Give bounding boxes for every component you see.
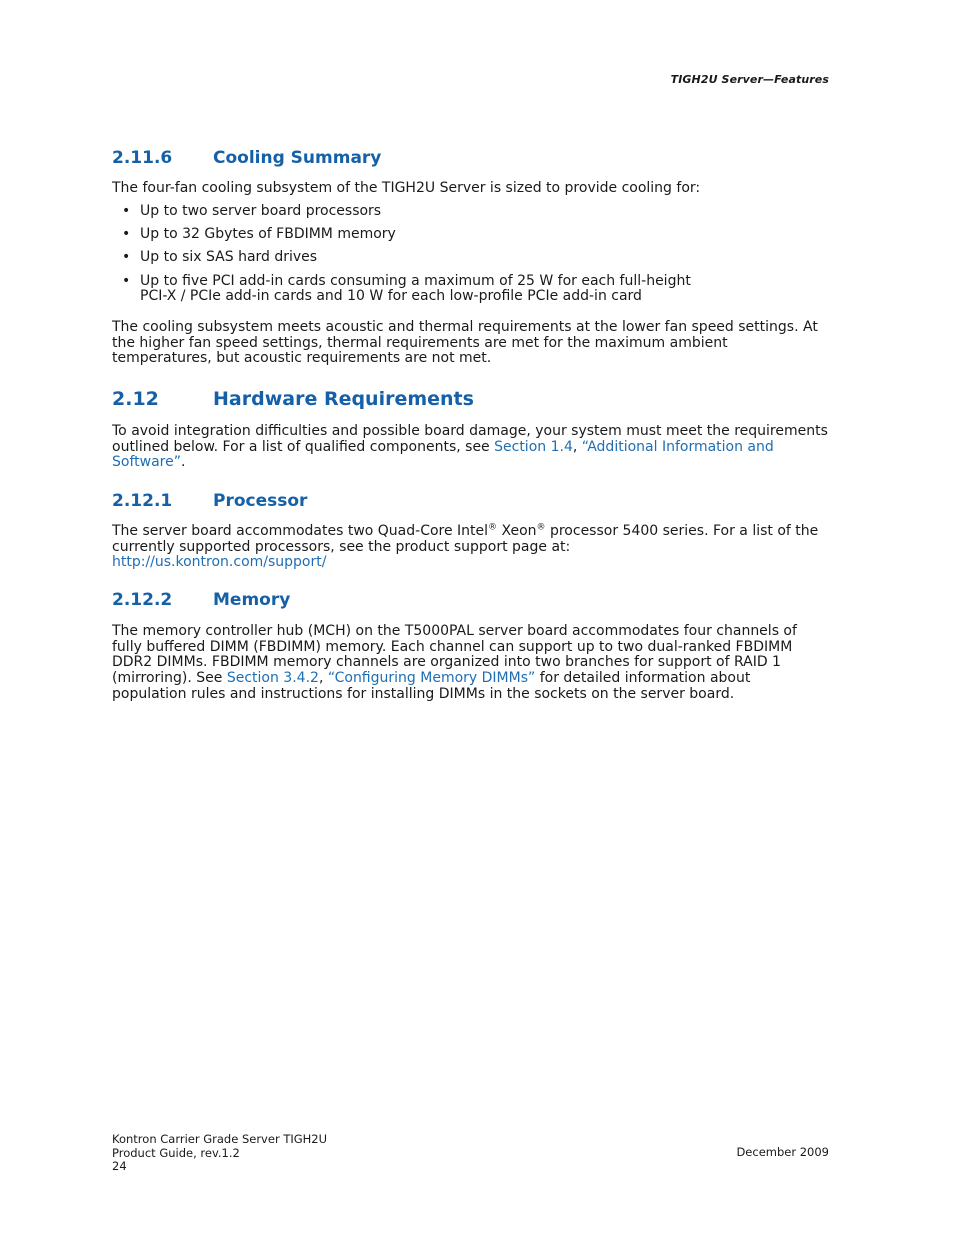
registered-mark: ® — [488, 522, 498, 533]
section-title: Hardware Requirements — [213, 388, 474, 410]
section-title: Memory — [213, 590, 291, 610]
list-item: • Up to two server board processors — [122, 203, 382, 219]
hardware-paragraph: To avoid integration difficulties and possible board damage, your system must meet the requirements outlined below. For a list of qualified components, see Section 1.4, “Additional Information and Software”. — [112, 423, 828, 471]
link-configuring-memory-dimms[interactable]: “Configuring Memory DIMMs” — [327, 670, 536, 687]
cooling-intro: The four-fan cooling subsystem of the TIGH2U Server is sized to provide cooling for: — [112, 180, 701, 196]
list-item: • Up to 32 Gbytes of FBDIMM memory — [122, 226, 396, 243]
registered-mark: ® — [536, 522, 546, 533]
heading-cooling-summary — [112, 148, 381, 168]
bullet-icon: • — [122, 249, 131, 266]
section-number: 2.11.6 — [112, 148, 173, 168]
bullet-icon: • — [122, 203, 131, 219]
footer-date: December 2009 — [736, 1145, 829, 1159]
cooling-paragraph: The cooling subsystem meets acoustic and thermal requirements at the lower fan speed settings. At the higher fan speed settings, thermal requirements are met for the maximum ambient temperatures, but acoustic requirements are not met. — [112, 319, 818, 367]
memory-paragraph: The memory controller hub (MCH) on the T5000PAL server board accommodates four channels of fully buffered DIMM (FBDIMM) memory. Each channel can support up to two dual-ranked FBDIMM DDR2 DIMMs. FBDIMM memory channels are organized into two branches for support of RAID 1 (mirroring). See Section 3.4.2, “Configuring Memory DIMMs” for detailed information about population rules and instructions for installing DIMMs in the sockets on the server board. — [112, 623, 797, 702]
section-number: 2.12.2 — [112, 590, 173, 610]
link-section-3-4-2[interactable]: Section 3.4.2 — [226, 670, 319, 687]
link-software[interactable]: Software” — [112, 454, 181, 471]
bullet-icon: • — [122, 226, 131, 243]
processor-paragraph: The server board accommodates two Quad-Core Intel® Xeon® processor 5400 series. For a list of the currently supported processors, see the product support page at: http://us.kontron.com/support/ — [112, 522, 819, 571]
page-footer — [112, 1133, 327, 1174]
section-title: Cooling Summary — [213, 148, 382, 168]
section-number: 2.12.1 — [112, 491, 173, 511]
section-number: 2.12 — [112, 388, 159, 410]
footer-guide: Product Guide, rev.1.2 — [112, 1145, 240, 1160]
heading-processor — [112, 491, 307, 511]
heading-hardware-requirements — [112, 388, 474, 410]
list-item: • Up to five PCI add-in cards consuming a maximum of 25 W for each full-height PCI-X / PCIe add-in cards and 10 W for each low-profile PCIe add-in card — [122, 272, 691, 305]
link-additional-information[interactable]: “Additional Information and — [581, 438, 774, 455]
page-number: 24 — [112, 1159, 127, 1173]
heading-memory — [112, 590, 290, 610]
running-header: TIGH2U Server—Features — [670, 73, 829, 86]
link-section-1-4[interactable]: Section 1.4 — [494, 438, 573, 455]
cooling-bullet-list — [112, 204, 832, 313]
section-title: Processor — [213, 491, 308, 511]
list-item: • Up to six SAS hard drives — [122, 249, 318, 266]
link-kontron-support[interactable]: http://us.kontron.com/support/ — [112, 554, 327, 571]
footer-product: Kontron Carrier Grade Server TIGH2U — [112, 1132, 328, 1146]
bullet-icon: • — [122, 272, 131, 289]
